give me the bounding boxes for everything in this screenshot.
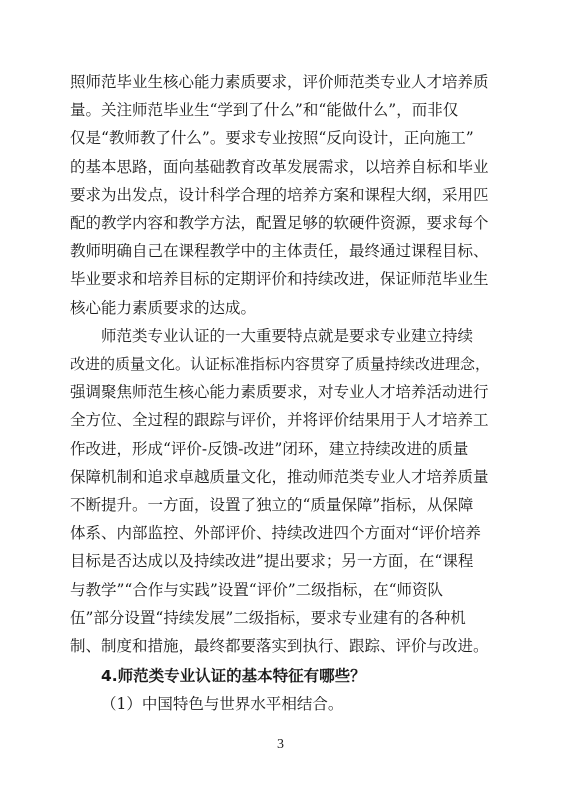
page-number: 3 <box>277 737 284 752</box>
paragraph-1-line-6: 配的教学内容和教学方法，配置足够的软硬件资源，要求每个 <box>70 214 489 232</box>
paragraph-2-line-1: 师范类专业认证的一大重要特点就是要求专业建立持续 <box>101 326 474 345</box>
paragraph-2-line-10: 与教学”“合作与实践”设置“评价”二级指标，在“师资队 <box>70 580 444 599</box>
paragraph-1-line-3: 仅是“教师教了什么”。要求专业按照“反向设计，正向施工” <box>70 129 474 148</box>
paragraph-1-line-5: 要求为出发点，设计科学合理的培养方案和课程大纲，采用匹 <box>70 185 489 204</box>
paragraph-2-line-3: 强调聚焦师范生核心能力素质要求，对专业人才培养活动进行 <box>70 383 489 402</box>
paragraph-2-line-5: 作改进，形成“评价-反馈-改进”闭环，建立持续改进的质量 <box>70 439 469 458</box>
paragraph-1-line-8: 毕业要求和培养目标的定期评价和持续改进，保证师范毕业生 <box>70 270 489 289</box>
paragraph-1-line-4: 的基本思路，面向基础教育改革发展需求，以培养自标和毕业 <box>70 157 489 176</box>
paragraph-1-line-2: 量。关注师范毕业生“学到了什么”和“能做什么”，而非仅 <box>70 101 459 120</box>
paragraph-2-line-4: 全方位、全过程的跟踪与评价，并将评价结果用于人才培养工 <box>70 411 489 430</box>
paragraph-2-line-9: 目标是否达成以及持续改进”提出要求；另一方面，在“课程 <box>70 552 474 571</box>
section-subitem: （1）中国特色与世界水平相结合。 <box>101 695 344 714</box>
paragraph-2-line-6: 保障机制和追求卓越质量文化，推动师范类专业人才培养质量 <box>70 467 489 486</box>
paragraph-2-line-11: 伍”部分设置“持续发展”二级指标，要求专业建有的各种机 <box>70 608 466 627</box>
paragraph-2-line-7: 不断提升。一方面，设置了独立的“质量保障”指标，从保障 <box>70 496 474 514</box>
paragraph-2-line-12: 制、制度和措施，最终都要落实到执行、跟踪、评价与改进。 <box>70 637 489 655</box>
paragraph-2-line-8: 体系、内部监控、外部评价、持续改进四个方面对“评价培养 <box>70 524 481 543</box>
paragraph-2-line-2: 改进的质量文化。认证标准指标内容贯穿了质量持续改进理念， <box>70 355 491 373</box>
section-heading: 4.师范类专业认证的基本特征有哪些？ <box>101 667 366 686</box>
paragraph-1-line-7: 教师明确自己在课程教学中的主体责任，最终通过课程目标、 <box>70 242 489 261</box>
paragraph-1-line-1: 照师范毕业生核心能力素质要求，评价师范类专业人才培养质 <box>70 73 489 91</box>
paragraph-1-line-9: 核心能力素质要求的达成。 <box>70 298 257 317</box>
